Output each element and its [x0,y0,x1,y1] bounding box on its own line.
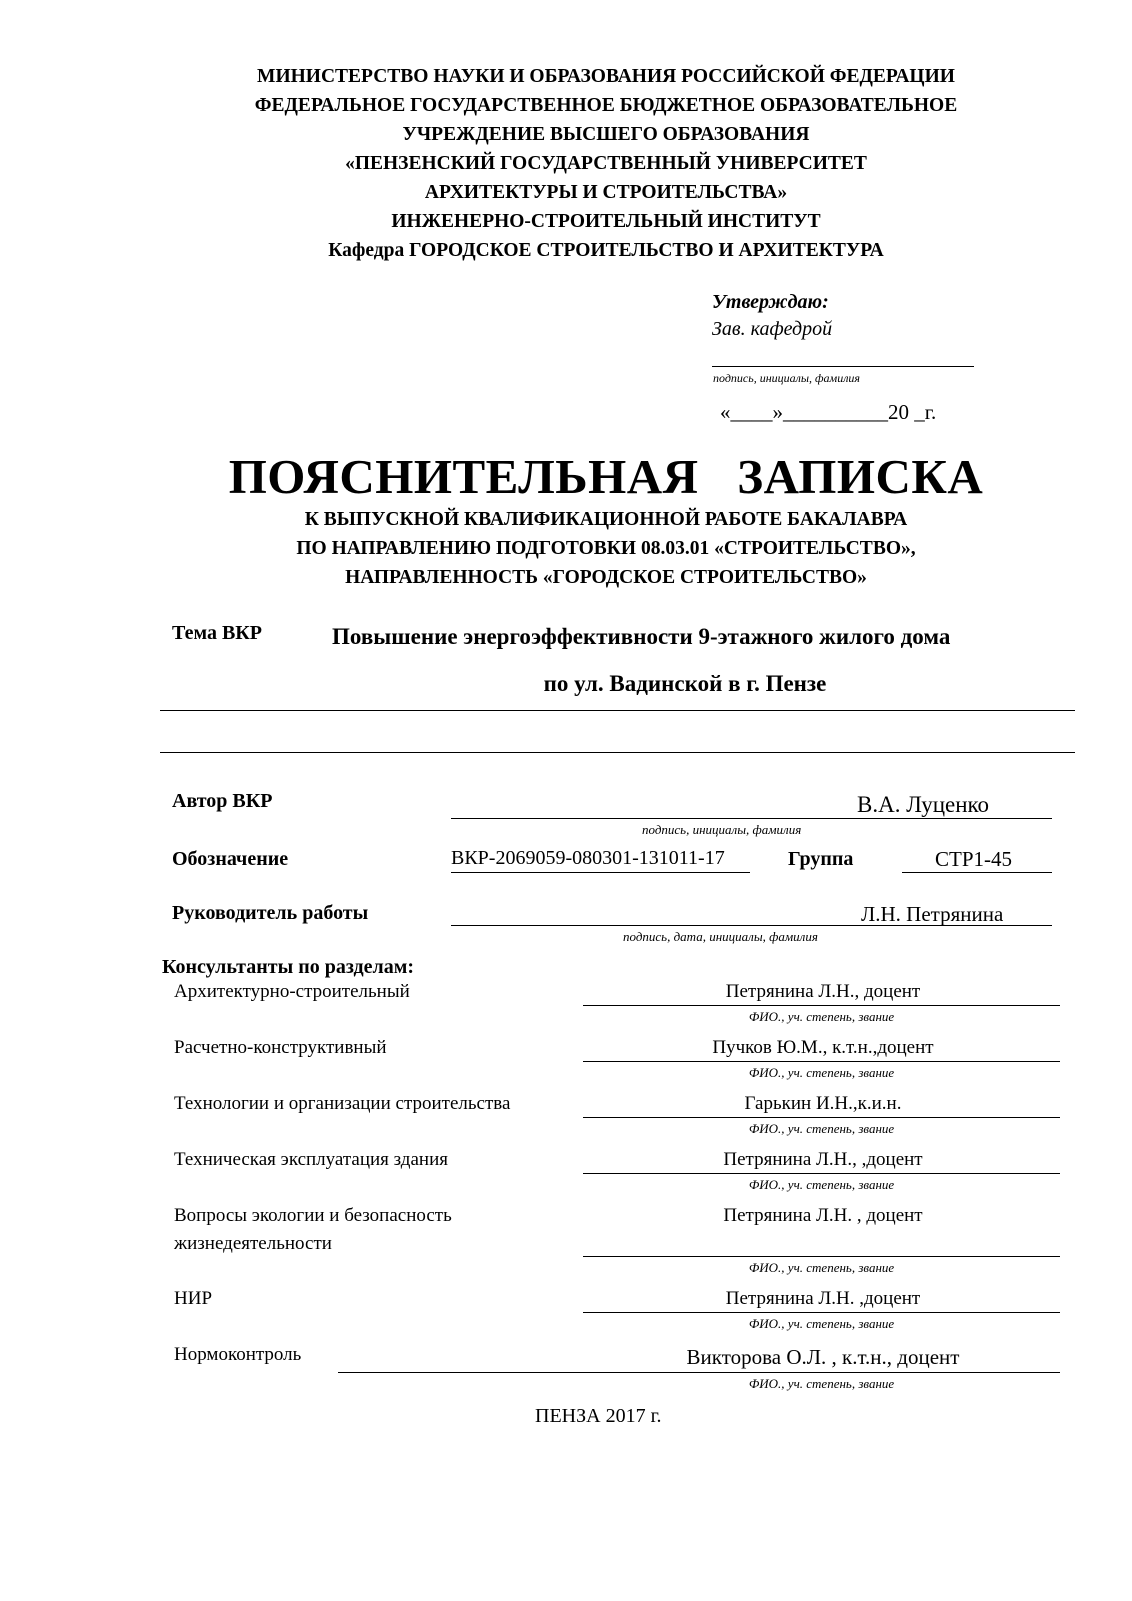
header-line: МИНИСТЕРСТВО НАУКИ И ОБРАЗОВАНИЯ РОССИЙСКОЙ ФЕДЕРАЦИИ [257,66,955,87]
consultant-name: Петрянина Л.Н., ,доцент [723,1149,923,1170]
supervisor-label: Руководитель работы [172,902,369,924]
header-line: ИНЖЕНЕРНО-СТРОИТЕЛЬНЫЙ ИНСТИТУТ [391,211,821,232]
consultant-line [583,1005,1060,1006]
consultant-section: Нормоконтроль [174,1344,302,1365]
consultant-caption: ФИО., уч. степень, звание [748,1316,895,1331]
header-line: АРХИТЕКТУРЫ И СТРОИТЕЛЬСТВА» [424,182,788,203]
document-title: ПОЯСНИТЕЛЬНАЯ ЗАПИСКА [228,449,984,504]
consultant-name: Петрянина Л.Н., доцент [725,981,921,1002]
group-label: Группа [788,848,854,870]
supervisor-caption: подпись, дата, инициалы, фамилия [623,929,818,944]
footer-city-year: ПЕНЗА 2017 г. [535,1405,662,1427]
topic-line-1: Повышение энергоэффективности 9-этажного жилого дома [332,624,951,649]
consultant-line [583,1117,1060,1118]
consultant-line [583,1173,1060,1174]
group-value: СТР1-45 [935,847,1013,871]
approval-title: Утверждаю: [712,291,829,313]
group-line [902,872,1052,873]
designation-value: ВКР-2069059-080301-131011-17 [451,847,725,869]
consultant-line [583,1312,1060,1313]
approval-signature-line [712,366,974,367]
consultant-caption: ФИО., уч. степень, звание [748,1177,895,1192]
header-line: «ПЕНЗЕНСКИЙ ГОСУДАРСТВЕННЫЙ УНИВЕРСИТЕТ [345,153,867,174]
consultant-line [583,1256,1060,1257]
consultant-line [338,1372,1060,1373]
author-label: Автор ВКР [172,790,273,812]
consultant-caption: ФИО., уч. степень, звание [748,1121,895,1136]
consultant-caption: ФИО., уч. степень, звание [748,1065,895,1080]
topic-underline-2 [160,752,1075,753]
consultant-name: Пучков Ю.М., к.т.н.,доцент [712,1037,934,1058]
designation-line [451,872,750,873]
header-line: УЧРЕЖДЕНИЕ ВЫСШЕГО ОБРАЗОВАНИЯ [402,124,810,145]
header-line: Кафедра ГОРОДСКОЕ СТРОИТЕЛЬСТВО И АРХИТЕКТУРА [328,240,884,261]
supervisor-value: Л.Н. Петрянина [861,902,1004,926]
document-subtitle [0,505,1132,592]
header-line: ФЕДЕРАЛЬНОЕ ГОСУДАРСТВЕННОЕ БЮДЖЕТНОЕ ОБРАЗОВАТЕЛЬНОЕ [254,95,958,116]
topic-underline-1 [160,710,1075,711]
author-value: В.А. Луценко [857,792,990,817]
approval-position: Зав. кафедрой [712,318,833,340]
institution-header [0,62,1132,265]
subtitle-line: ПО НАПРАВЛЕНИЮ ПОДГОТОВКИ 08.03.01 «СТРОИТЕЛЬСТВО», [296,538,916,559]
consultant-name: Викторова О.Л. , к.т.н., доцент [686,1345,960,1369]
consultant-section: НИР [174,1288,213,1309]
consultant-name: Петрянина Л.Н. , доцент [723,1205,923,1226]
consultant-section: Архитектурно-строительный [174,981,410,1002]
consultant-section: Расчетно-конструктивный [174,1037,387,1058]
topic-line-2: по ул. Вадинской в г. Пензе [543,671,827,696]
approval-caption: подпись, инициалы, фамилия [713,371,860,385]
topic-label: Тема ВКР [172,622,262,644]
consultant-section: Технологии и организации строительства [174,1093,511,1114]
subtitle-line: К ВЫПУСКНОЙ КВАЛИФИКАЦИОННОЙ РАБОТЕ БАКАЛАВРА [304,509,908,530]
subtitle-line: НАПРАВЛЕННОСТЬ «ГОРОДСКОЕ СТРОИТЕЛЬСТВО» [345,567,867,588]
designation-label: Обозначение [172,848,289,870]
consultant-caption: ФИО., уч. степень, звание [748,1009,895,1024]
consultant-section-cont: жизнедеятельности [174,1233,332,1254]
consultant-caption: ФИО., уч. степень, звание [748,1376,895,1391]
consultants-heading: Консультанты по разделам: [162,956,415,978]
supervisor-line [451,925,1052,926]
consultant-section: Техническая эксплуатация здания [174,1149,448,1170]
consultant-caption: ФИО., уч. степень, звание [748,1260,895,1275]
author-line [451,818,1052,819]
approval-date: «____»__________20 _г. [720,400,937,424]
consultant-name: Гарькин И.Н.,к.и.н. [744,1093,902,1114]
consultant-section: Вопросы экологии и безопасность [174,1205,452,1226]
author-caption: подпись, инициалы, фамилия [642,822,802,837]
consultant-line [583,1061,1060,1062]
consultant-name: Петрянина Л.Н. ,доцент [725,1288,921,1309]
